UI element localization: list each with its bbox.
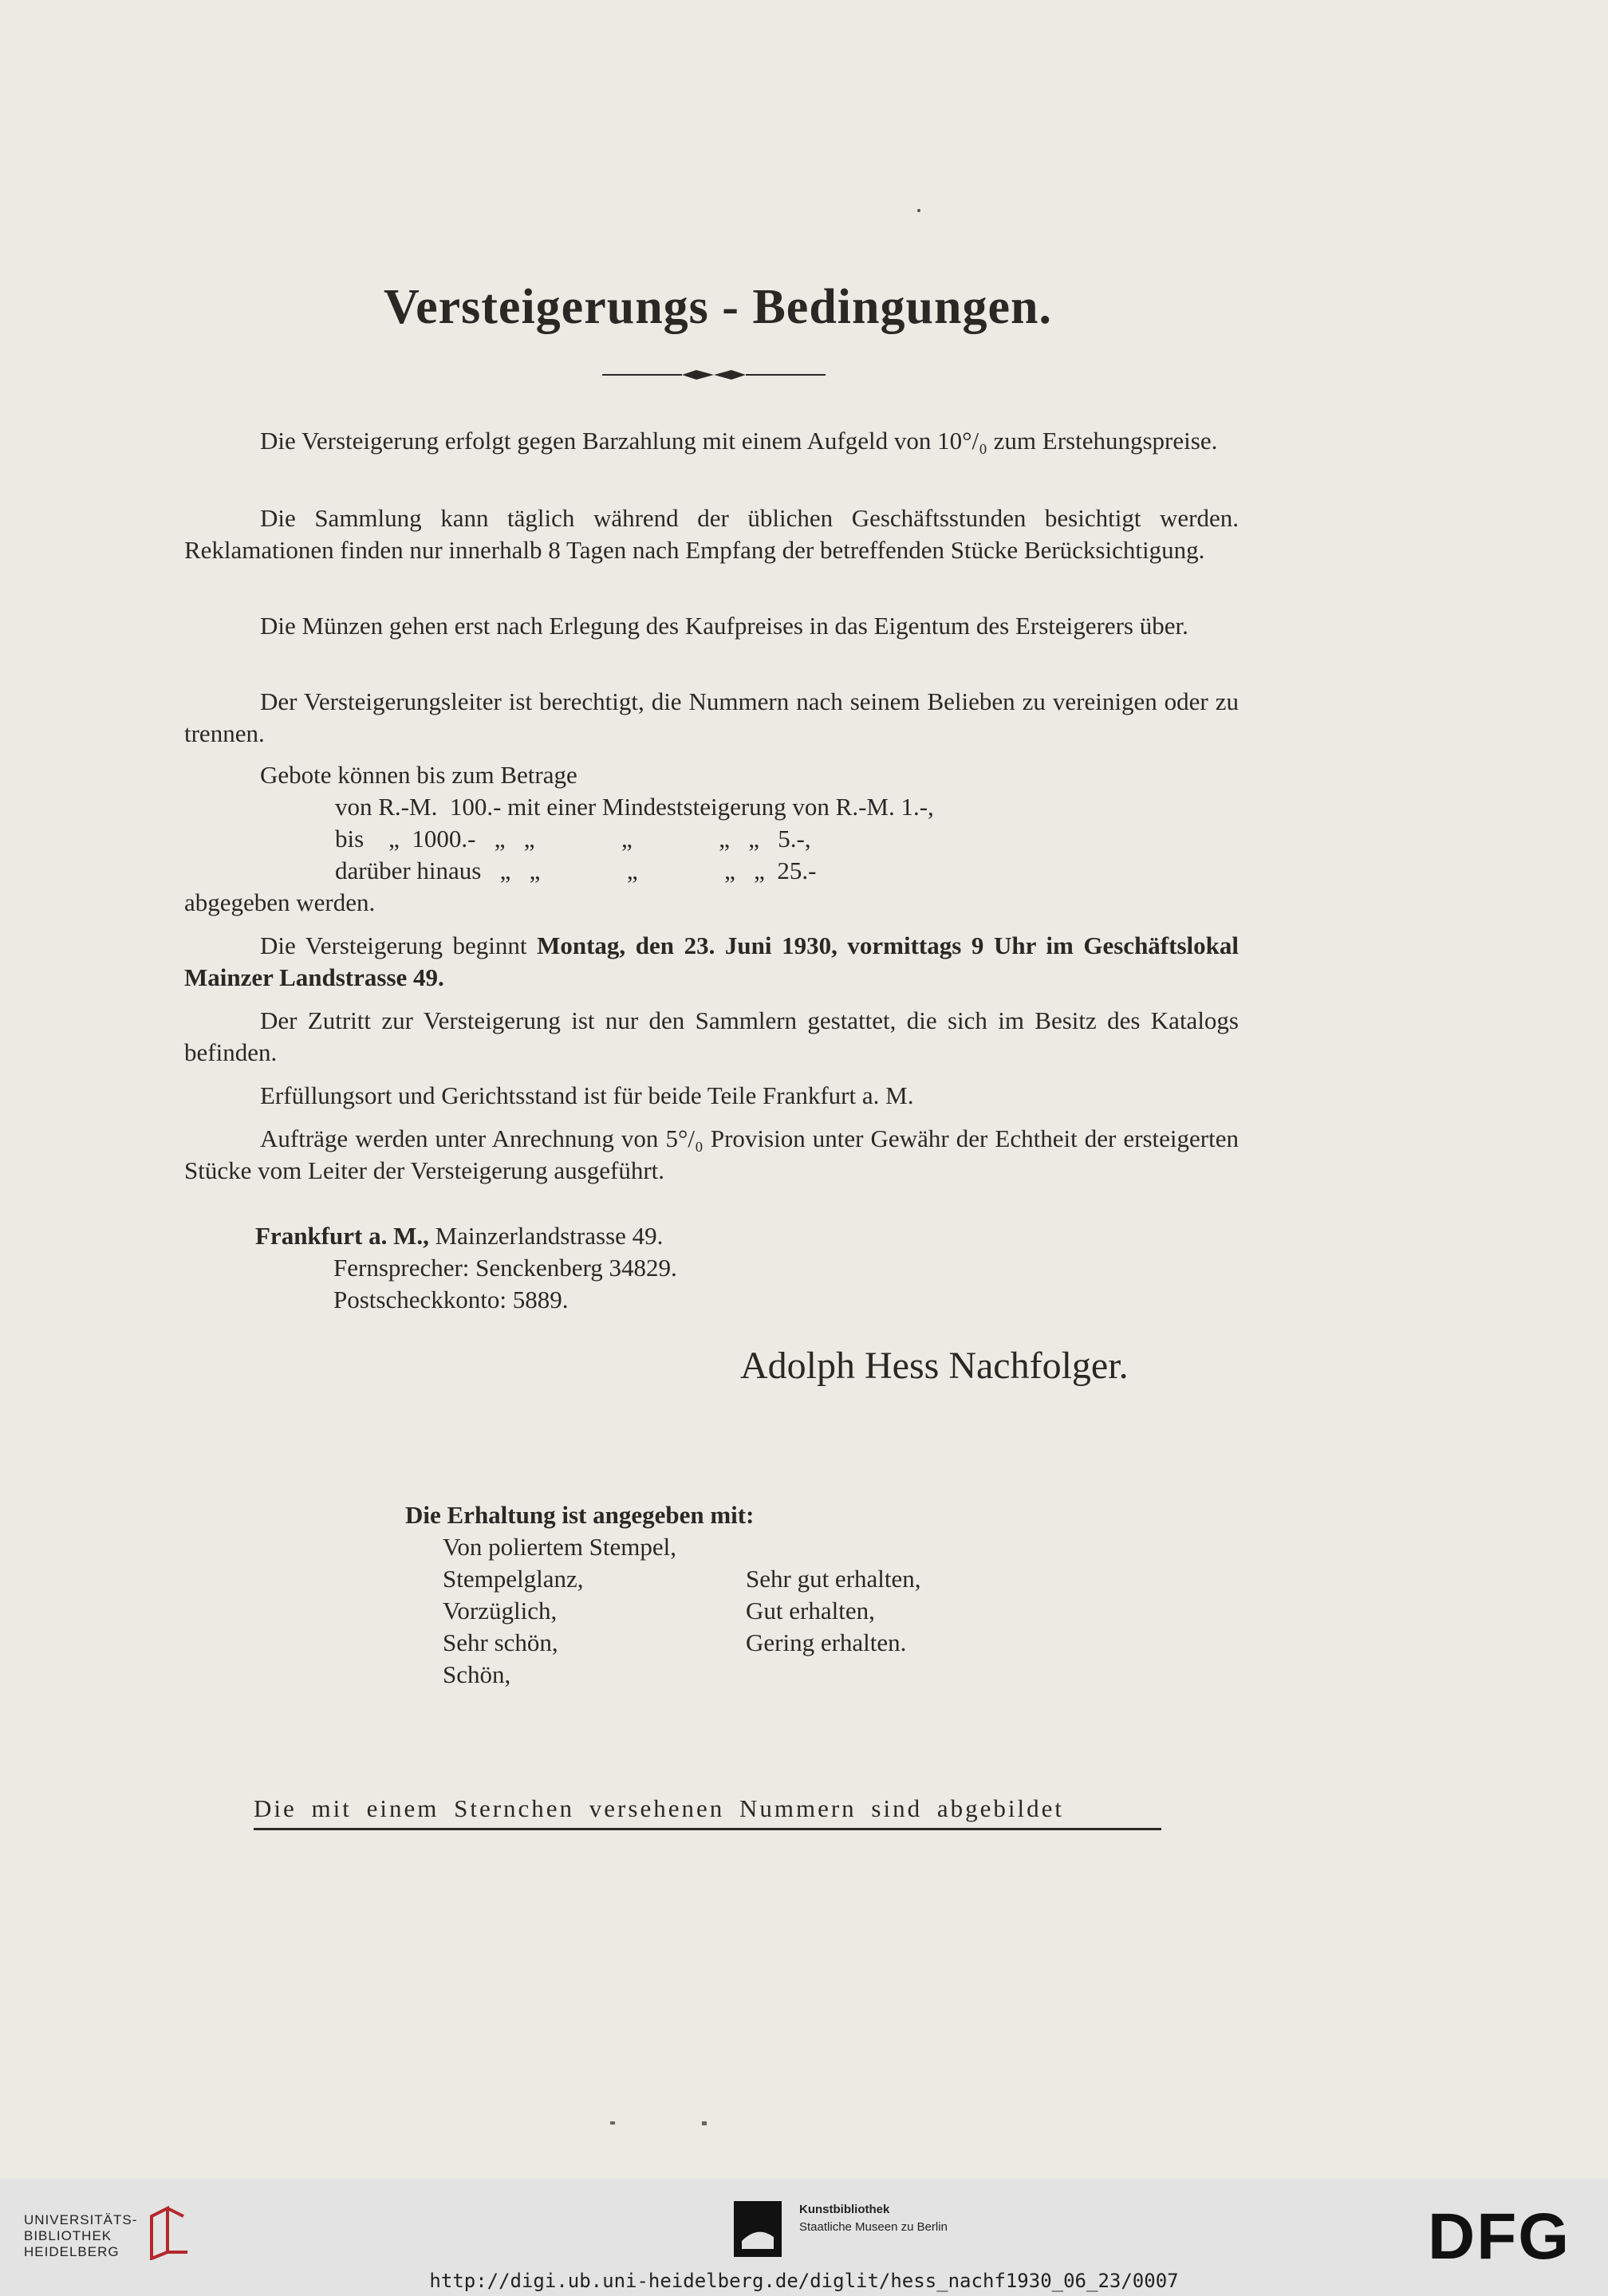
bids-row: bis „ 1000.- „ „ „ „ „ 5.-, xyxy=(335,825,811,853)
permalink-url[interactable]: http://digi.ub.uni-heidelberg.de/diglit/hess_nachf1930_06_23/0007 xyxy=(429,2270,1179,2292)
kunstbibliothek-text xyxy=(799,2201,948,2236)
bids-intro: Gebote können bis zum Betrage xyxy=(260,761,577,789)
address-street: Mainzerlandstrasse 49. xyxy=(428,1222,664,1250)
paragraph-access: Der Zutritt zur Versteigerung ist nur den Sammlern gestattet, die sich im Besitz des Katalogs befinden. xyxy=(184,1006,1239,1066)
paragraph-commissions: Aufträge werden unter Anrechnung von 5°/₀ Provision unter Gewähr der Echtheit der ersteigerten Stücke vom Leiter der Versteigerung ausgeführt. xyxy=(184,1124,1239,1184)
paragraph-numbers: Der Versteigerungsleiter ist berechtigt, die Nummern nach seinem Belieben zu vereinigen oder zu trennen. xyxy=(184,687,1239,747)
start-text: Die Versteigerung beginnt xyxy=(260,931,538,959)
condition-item: Gering erhalten. xyxy=(746,1628,907,1656)
condition-right-list xyxy=(746,1563,921,1659)
condition-item: Stempelglanz, xyxy=(443,1565,584,1593)
ub-heidelberg-logo-text xyxy=(24,2212,137,2260)
ub-line: BIBLIOTHEK xyxy=(24,2228,112,2243)
condition-heading: Die Erhaltung ist angegeben mit: xyxy=(405,1501,755,1529)
paragraph-start-date xyxy=(184,930,1239,994)
scan-speck xyxy=(610,2121,615,2125)
title-ornament xyxy=(602,365,826,384)
paragraph-jurisdiction: Erfüllungsort und Gerichtsstand ist für beide Teile Frankfurt a. M. xyxy=(260,1081,914,1109)
condition-item: Schön, xyxy=(443,1660,511,1688)
address-postal: Postscheckkonto: 5889. xyxy=(333,1286,569,1313)
scan-speck xyxy=(702,2121,707,2125)
start-date-bold: Montag, den 23. Juni 1930, vormittags 9 Uhr im Geschäftslokal Mainzer Landstrasse 49. xyxy=(184,931,1239,991)
address-phone: Fernsprecher: Senckenberg 34829. xyxy=(333,1254,677,1282)
ub-line: HEIDELBERG xyxy=(24,2244,120,2259)
illustration-note: Die mit einem Sternchen versehenen Nummern sind abgebildet xyxy=(254,1794,1161,1830)
kb-line: Staatliche Museen zu Berlin xyxy=(799,2220,948,2234)
condition-item: Vorzüglich, xyxy=(443,1597,558,1625)
bids-outro: abgegeben werden. xyxy=(184,888,376,916)
condition-item: Von poliertem Stempel, xyxy=(443,1533,677,1561)
ub-heidelberg-icon xyxy=(144,2204,191,2260)
condition-item: Sehr schön, xyxy=(443,1628,558,1656)
address-line xyxy=(255,1220,663,1252)
page-title: Versteigerungs - Bedingungen. xyxy=(384,280,1052,334)
kb-line: Kunstbibliothek xyxy=(799,2203,890,2216)
paragraph-surcharge: Die Versteigerung erfolgt gegen Barzahlung mit einem Aufgeld von 10°/₀ zum Erstehungspreise. xyxy=(260,427,1218,455)
condition-item: Sehr gut erhalten, xyxy=(746,1565,921,1593)
address-city: Frankfurt a. M., xyxy=(255,1222,429,1250)
footer-bar xyxy=(0,2179,1608,2296)
paragraph-viewing: Die Sammlung kann täglich während der üblichen Geschäftsstunden besichtigt werden. Reklamationen finden nur innerhalb 8 Tagen nach Empfang der betreffenden Stücke Berücksichtigung. xyxy=(184,504,1239,564)
signature: Adolph Hess Nachfolger. xyxy=(740,1345,1129,1387)
kunstbibliothek-icon xyxy=(734,2201,782,2257)
dfg-logo: DFG xyxy=(1428,2200,1571,2273)
bids-row: von R.-M. 100.- mit einer Mindeststeigerung von R.-M. 1.-, xyxy=(335,793,934,821)
condition-item: Gut erhalten, xyxy=(746,1597,875,1625)
paragraph-ownership: Die Münzen gehen erst nach Erlegung des Kaufpreises in das Eigentum des Ersteigerers über. xyxy=(260,612,1188,640)
scan-speck xyxy=(917,209,920,212)
condition-left-list xyxy=(443,1531,676,1691)
ub-line: UNIVERSITÄTS- xyxy=(24,2212,138,2227)
bids-row: darüber hinaus „ „ „ „ „ 25.- xyxy=(335,857,817,884)
